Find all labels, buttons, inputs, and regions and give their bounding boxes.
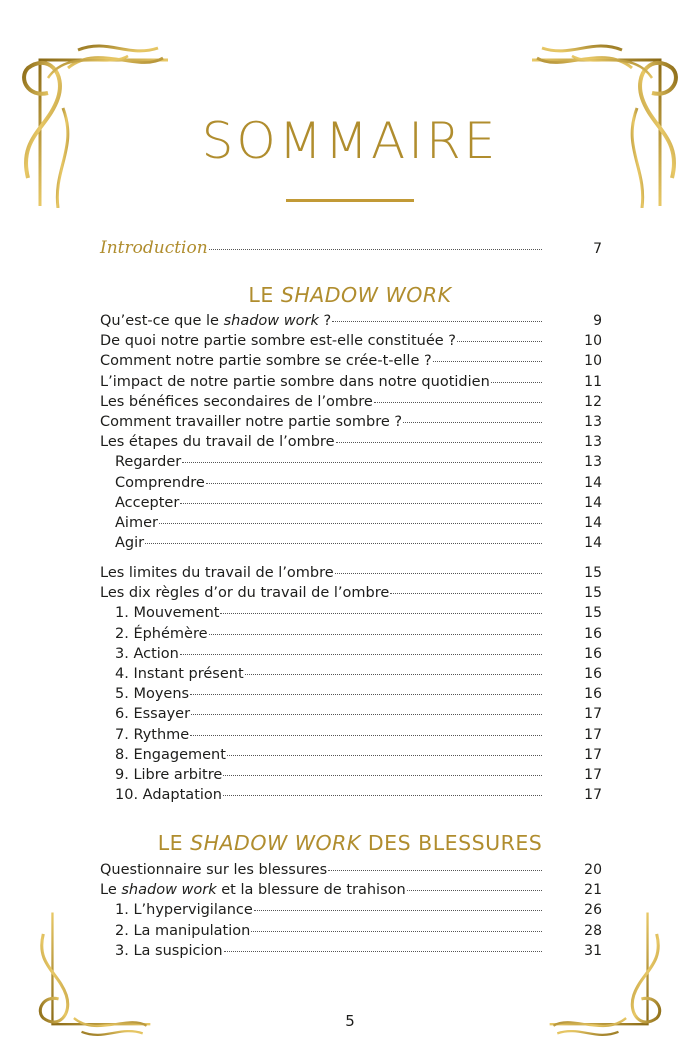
toc-entry-label: Qu’est-ce que le shadow work ? xyxy=(100,313,332,329)
toc-entry-page: 16 xyxy=(584,625,602,642)
toc-entry-label: 3. Action xyxy=(115,645,179,662)
dot-leader xyxy=(223,795,542,796)
dot-leader xyxy=(433,361,542,362)
toc-entry[interactable] xyxy=(100,666,602,686)
toc-entry[interactable] xyxy=(100,646,602,666)
dot-leader xyxy=(190,735,542,736)
toc-entry-label: De quoi notre partie sombre est-elle constituée ? xyxy=(100,333,456,350)
toc-entry-page: 11 xyxy=(584,373,602,390)
toc-entry[interactable] xyxy=(100,414,602,434)
toc-entry-page: 13 xyxy=(584,434,602,451)
toc-entry-page: 10 xyxy=(584,353,602,370)
toc-entry[interactable] xyxy=(100,394,602,414)
toc-entry[interactable] xyxy=(100,565,602,585)
toc-entry-label: 1. L’hypervigilance xyxy=(115,902,253,919)
dot-leader xyxy=(227,755,542,756)
section-heading-blessures: LE SHADOW WORK DES BLESSURES xyxy=(157,831,543,855)
dot-leader xyxy=(190,694,542,695)
dot-leader xyxy=(457,341,542,342)
toc-list-section1-b xyxy=(100,565,602,807)
toc-entry-label: Introduction xyxy=(100,238,208,258)
toc-entry-label: Les bénéfices secondaires de l’ombre xyxy=(100,393,373,410)
toc-entry[interactable] xyxy=(100,374,602,394)
toc-entry-page: 14 xyxy=(584,474,602,491)
dot-leader xyxy=(145,543,542,544)
dot-leader xyxy=(374,402,542,403)
toc-entry-label: 5. Moyens xyxy=(115,686,190,703)
toc-entry[interactable] xyxy=(100,535,602,555)
toc-entry-label: 8. Engagement xyxy=(115,746,226,763)
toc-entry-page: 14 xyxy=(584,514,602,531)
toc-entry-introduction[interactable] xyxy=(100,238,602,262)
toc-entry-label: Comment notre partie sombre se crée-t-elle ? xyxy=(100,353,432,370)
toc-entry-label: 4. Instant présent xyxy=(115,665,244,682)
toc-entry-page: 13 xyxy=(584,454,602,471)
toc-entry-page: 7 xyxy=(593,241,602,257)
dot-leader xyxy=(159,523,542,524)
toc-entry[interactable] xyxy=(100,333,602,353)
toc-entry-page: 15 xyxy=(584,605,602,622)
toc-entry-label: 2. Éphémère xyxy=(115,625,208,642)
toc-entry-page: 28 xyxy=(584,922,602,939)
toc-entry-page: 20 xyxy=(584,862,602,878)
toc-entry-label: 9. Libre arbitre xyxy=(115,766,223,783)
toc-entry[interactable] xyxy=(100,706,602,726)
dot-leader xyxy=(182,462,542,463)
dot-leader xyxy=(191,714,542,715)
toc-entry-page: 15 xyxy=(584,565,602,581)
toc-entry[interactable] xyxy=(100,902,602,922)
toc-intro xyxy=(100,238,602,262)
dot-leader xyxy=(390,593,542,594)
toc-entry-label: 1. Mouvement xyxy=(115,605,220,622)
dot-leader xyxy=(209,634,542,635)
toc-entry[interactable] xyxy=(100,475,602,495)
dot-leader xyxy=(407,890,542,891)
dot-leader xyxy=(328,870,542,871)
toc-entry[interactable] xyxy=(100,882,602,902)
toc-entry[interactable] xyxy=(100,515,602,535)
toc-entry-page: 17 xyxy=(584,726,602,743)
toc-entry[interactable] xyxy=(100,434,602,454)
toc-entry-label: Aimer xyxy=(115,514,158,531)
title-divider xyxy=(286,199,414,202)
dot-leader xyxy=(332,321,542,322)
dot-leader xyxy=(223,775,542,776)
toc-entry-page: 17 xyxy=(584,746,602,763)
toc-entry-page: 16 xyxy=(584,645,602,662)
toc-entry[interactable] xyxy=(100,767,602,787)
toc-entry-page: 16 xyxy=(584,686,602,703)
toc-entry-label: Regarder xyxy=(115,454,182,471)
toc-entry[interactable] xyxy=(100,313,602,333)
page-title: SOMMAIRE xyxy=(201,112,499,170)
toc-entry-label: 2. La manipulation xyxy=(115,922,251,939)
toc-entry-page: 16 xyxy=(584,665,602,682)
dot-leader xyxy=(336,442,543,443)
toc-entry-label: 3. La suspicion xyxy=(115,942,223,959)
toc-entry-label: L’impact de notre partie sombre dans notre quotidien xyxy=(100,373,490,390)
dot-leader xyxy=(335,573,542,574)
toc-entry-page: 9 xyxy=(593,313,602,329)
dot-leader xyxy=(209,249,542,250)
toc-entry-page: 21 xyxy=(584,882,602,899)
toc-entry-label: Accepter xyxy=(115,494,180,511)
toc-entry[interactable] xyxy=(100,353,602,373)
toc-entry[interactable] xyxy=(100,585,602,605)
toc-entry-label: Questionnaire sur les blessures xyxy=(100,862,328,878)
dot-leader xyxy=(245,674,542,675)
toc-entry-label: Comment travailler notre partie sombre ? xyxy=(100,413,403,430)
toc-entry-label: Agir xyxy=(115,535,145,552)
dot-leader xyxy=(224,951,542,952)
toc-entry-label: 6. Essayer xyxy=(115,706,191,723)
toc-entry-page: 10 xyxy=(584,333,602,350)
toc-entry[interactable] xyxy=(100,747,602,767)
dot-leader xyxy=(251,931,542,932)
toc-entry[interactable] xyxy=(100,686,602,706)
toc-entry-label: Comprendre xyxy=(115,474,205,491)
dot-leader xyxy=(403,422,542,423)
toc-list-section2 xyxy=(100,862,602,963)
toc-entry[interactable] xyxy=(100,727,602,747)
dot-leader xyxy=(180,503,542,504)
toc-entry[interactable] xyxy=(100,626,602,646)
dot-leader xyxy=(180,654,542,655)
toc-entry[interactable] xyxy=(100,923,602,943)
toc-entry[interactable] xyxy=(100,495,602,515)
page-number: 5 xyxy=(345,1012,355,1030)
section-heading-shadow-work: LE SHADOW WORK xyxy=(248,283,452,307)
toc-entry-label: 7. Rythme xyxy=(115,726,190,743)
toc-entry-page: 12 xyxy=(584,393,602,410)
toc-entry-page: 17 xyxy=(584,766,602,783)
toc-entry-page: 14 xyxy=(584,535,602,552)
toc-entry-page: 15 xyxy=(584,585,602,602)
toc-entry-label: 10. Adaptation xyxy=(115,787,222,804)
toc-entry-label: Les limites du travail de l’ombre xyxy=(100,565,334,581)
dot-leader xyxy=(220,613,542,614)
dot-leader xyxy=(254,910,542,911)
toc-entry-page: 31 xyxy=(584,942,602,959)
dot-leader xyxy=(491,382,542,383)
toc-entry-page: 13 xyxy=(584,413,602,430)
toc-entry[interactable] xyxy=(100,787,602,807)
toc-entry-page: 17 xyxy=(584,706,602,723)
toc-entry[interactable] xyxy=(100,605,602,625)
toc-entry[interactable] xyxy=(100,454,602,474)
toc-entry-label: Les dix règles d’or du travail de l’ombre xyxy=(100,585,390,602)
toc-entry-page: 17 xyxy=(584,787,602,804)
dot-leader xyxy=(206,483,542,484)
toc-list-section1 xyxy=(100,313,602,555)
toc-entry-page: 14 xyxy=(584,494,602,511)
toc-entry[interactable] xyxy=(100,943,602,963)
toc-entry-label: Les étapes du travail de l’ombre xyxy=(100,434,335,451)
toc-entry-page: 26 xyxy=(584,902,602,919)
toc-entry[interactable] xyxy=(100,862,602,882)
toc-entry-label: Le shadow work et la blessure de trahison xyxy=(100,882,406,899)
